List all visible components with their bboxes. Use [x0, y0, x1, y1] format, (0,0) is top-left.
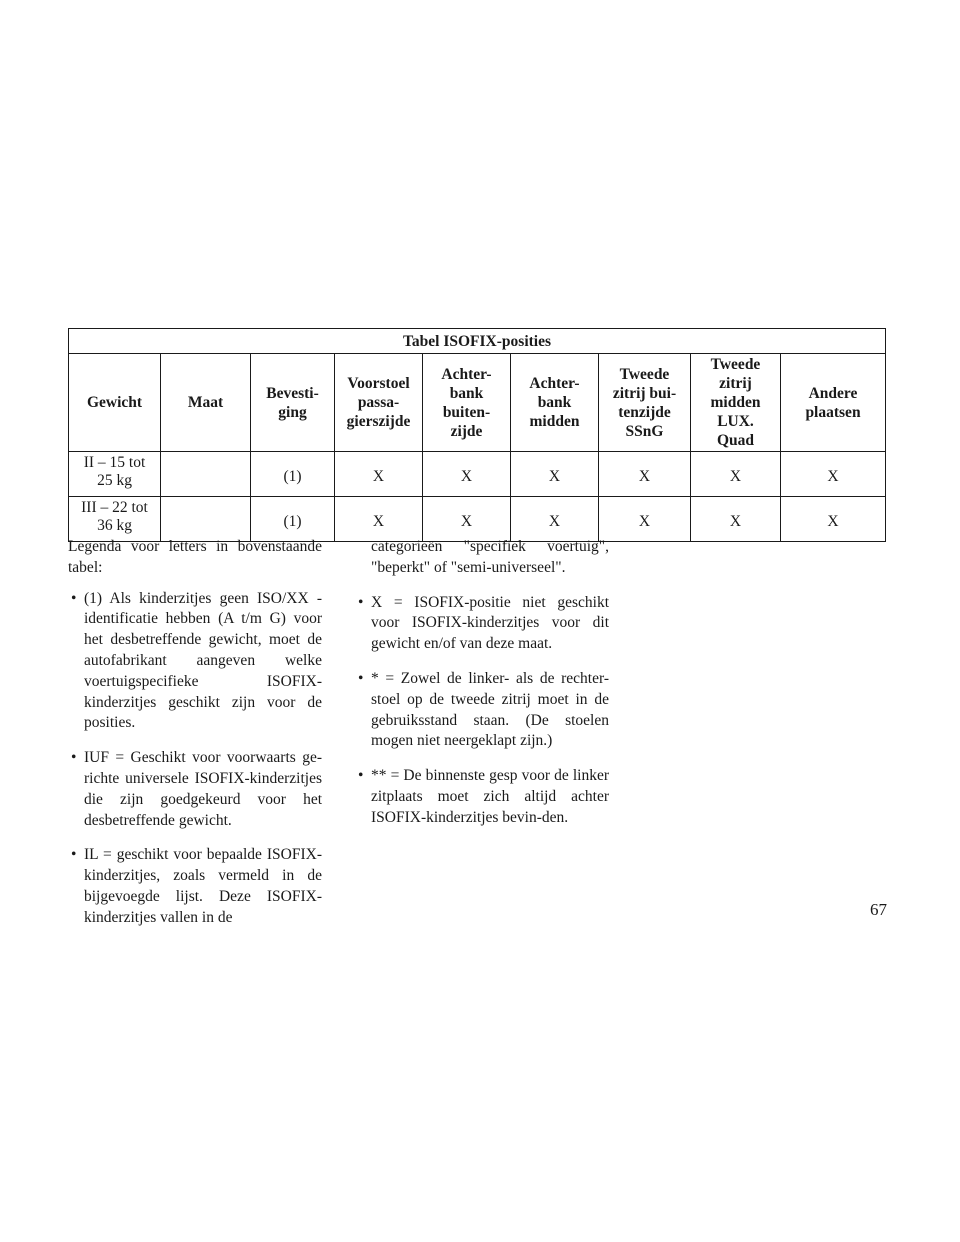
- column-header-line: LUX.: [717, 413, 754, 430]
- column-header: [781, 354, 886, 452]
- isofix-positions-table: [68, 328, 886, 542]
- column-header-line: Tweede: [710, 356, 761, 373]
- table-cell: X: [335, 452, 423, 497]
- weight-cell: [69, 452, 161, 497]
- table-cell: X: [423, 452, 511, 497]
- column-header-line: buiten-: [442, 403, 491, 421]
- column-header-line: Gewicht: [86, 394, 143, 411]
- bullet-icon: •: [71, 589, 77, 607]
- table-row: [69, 452, 886, 497]
- table-cell: X: [691, 452, 781, 497]
- weight-cell-line: 25 kg: [97, 472, 132, 489]
- column-header-line: Quad: [716, 432, 755, 449]
- bullet-icon: •: [358, 767, 364, 785]
- weight-cell-line: III – 22 tot: [81, 499, 148, 516]
- table-caption: Tabel ISOFIX-posities: [69, 329, 886, 354]
- column-header: [691, 354, 781, 452]
- weight-cell-line: 36 kg: [97, 517, 132, 534]
- weight-cell: [69, 497, 161, 542]
- column-header-line: bank: [449, 384, 484, 402]
- bullet-icon: •: [358, 593, 364, 611]
- isofix-table-container: [68, 328, 885, 542]
- column-header-line: zitrij: [719, 375, 752, 392]
- legend-item-text: IUF = Geschikt voor voorwaarts ge-richte universele ISOFIX-kinderzitjes die zijn goedgekeurd voor het desbetreffende gewicht.: [84, 749, 322, 829]
- table-cell: X: [511, 452, 599, 497]
- legend-intro: Legenda voor letters in bovenstaande tabel:: [68, 538, 322, 576]
- table-cell: X: [781, 497, 886, 542]
- size-cell: [161, 497, 251, 542]
- size-cell: [161, 452, 251, 497]
- column-header-line: ging: [278, 403, 307, 421]
- column-header-line: zitrij bui-: [612, 384, 677, 402]
- column-header: [161, 354, 251, 452]
- legend-item-iuf: [68, 748, 322, 831]
- column-header-line: bank: [537, 394, 572, 411]
- legend-item-il: [68, 845, 322, 928]
- column-header: [69, 354, 161, 452]
- table-cell: X: [781, 452, 886, 497]
- table-header-row: [69, 354, 886, 452]
- column-header-line: plaatsen: [805, 403, 861, 421]
- column-header-line: Bevesti-: [266, 384, 319, 402]
- column-header-line: Maat: [187, 394, 224, 411]
- column-header-line: Tweede: [619, 365, 670, 383]
- column-header: [511, 354, 599, 452]
- page-number: 67: [870, 900, 887, 919]
- legend-right-column: [355, 537, 609, 843]
- column-header-line: Andere: [808, 384, 858, 402]
- column-header-line: Achter-: [441, 365, 492, 383]
- bullet-icon: •: [358, 669, 364, 687]
- table-cell: X: [599, 452, 691, 497]
- legend-item-1: [68, 589, 322, 735]
- bullet-icon: •: [71, 846, 77, 864]
- legend-item-star: [355, 669, 609, 752]
- column-header: [335, 354, 423, 452]
- legend-item-text: X = ISOFIX-positie niet geschikt voor ISOFIX-kinderzitjes voor dit gewicht en/of van deze maat.: [371, 593, 609, 653]
- table-cell: X: [335, 497, 423, 542]
- table-body: [69, 452, 886, 542]
- column-header-line: Achter-: [529, 375, 580, 392]
- column-header-line: SSnG: [625, 422, 664, 440]
- column-header-line: gierszijde: [346, 413, 411, 430]
- bullet-icon: •: [71, 749, 77, 767]
- column-header-line: Voorstoel: [347, 375, 410, 392]
- table-row: [69, 497, 886, 542]
- table-cell: X: [691, 497, 781, 542]
- legend-item-text: ** = De binnenste gesp voor de linker zitplaats moet zich altijd achter ISOFIX-kinderzitjes bevin-den.: [371, 767, 609, 826]
- table-cell: (1): [251, 497, 335, 542]
- legend-item-double-star: [355, 766, 609, 828]
- column-header-line: midden: [529, 413, 580, 430]
- legend-item-text: * = Zowel de linker- als de rechter-stoel op de tweede zitrij moet in de gebruiksstand staan. (De stoelen mogen niet neergeklapt zijn.): [371, 669, 609, 750]
- table-cell: X: [511, 497, 599, 542]
- table-cell: (1): [251, 452, 335, 497]
- column-header: [423, 354, 511, 452]
- legend-item-text: (1) Als kinderzitjes geen ISO/XX -identificatie hebben (A t/m G) voor het desbetreffende gewicht, moet de autofabrikant aangeven welke voertuigspecifieke ISOFIX-kinderzitjes geschikt zijn voor de posities.: [84, 589, 322, 732]
- column-header-line: zijde: [450, 422, 483, 440]
- legend-left-column: [68, 537, 322, 943]
- column-header-line: passa-: [357, 394, 400, 411]
- legend-item-x: [355, 593, 609, 655]
- legend-il-continuation: categorieën "specifiek voertuig", "beperkt" of "semi-universeel".: [371, 538, 609, 576]
- weight-cell-line: II – 15 tot: [83, 454, 146, 471]
- column-header: [599, 354, 691, 452]
- table-cell: X: [423, 497, 511, 542]
- table-cell: X: [599, 497, 691, 542]
- legend-item-text: IL = geschikt voor bepaalde ISOFIX-kinderzitjes, zoals vermeld in de bijgevoegde lijst. Deze ISOFIX-kinderzitjes vallen in de: [84, 846, 322, 926]
- column-header: [251, 354, 335, 452]
- column-header-line: tenzijde: [618, 403, 671, 421]
- column-header-line: midden: [710, 394, 761, 411]
